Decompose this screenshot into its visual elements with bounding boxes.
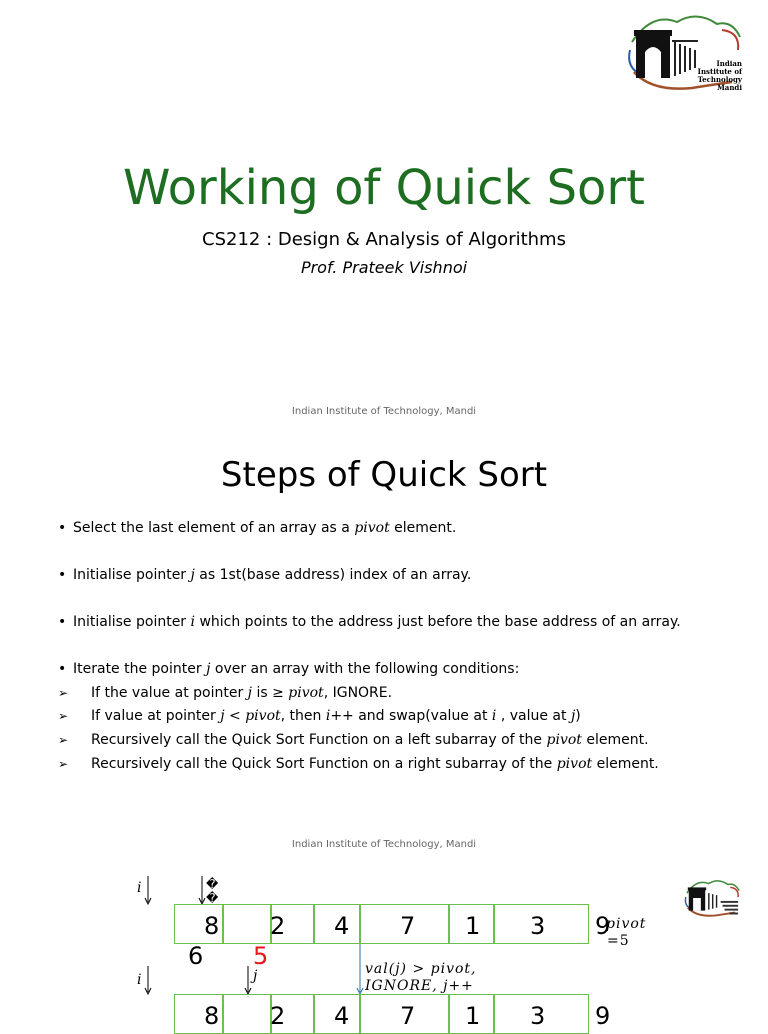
- array-value: 3: [530, 1002, 546, 1030]
- array-value: 8: [204, 1002, 220, 1030]
- array-value: 6: [188, 942, 204, 970]
- array-cell: [223, 994, 271, 1034]
- broken-glyph: �: [206, 891, 219, 905]
- author-name: Prof. Prateek Vishnoi: [300, 258, 468, 277]
- logo-text-line: Indian: [716, 59, 742, 68]
- array-value: 8: [204, 912, 220, 940]
- slide-footer: Indian Institute of Technology, Mandi: [291, 406, 477, 417]
- sub-bullet-item: ➢ Recursively call the Quick Sort Function on a left subarray of the pivot element.: [58, 732, 649, 748]
- logo-text-line: Technology: [697, 75, 742, 84]
- down-arrow-icon: [243, 966, 253, 996]
- array-value: 2: [270, 912, 286, 940]
- logo-text-line: Institute of: [697, 67, 742, 76]
- institute-logo-icon: [682, 878, 740, 920]
- logo-small: [682, 878, 740, 920]
- array-value: 4: [334, 1002, 350, 1030]
- sub-bullet-item: ➢ If the value at pointer j is ≥ pivot, IGNORE.: [58, 685, 393, 701]
- sub-bullet-item: ➢ If value at pointer j < pivot, then i++ and swap(value at i , value at j): [58, 708, 581, 724]
- array-value: 9: [595, 912, 611, 940]
- array-value: 1: [465, 912, 481, 940]
- slide-title: Working of Quick Sort: [123, 160, 645, 216]
- pointer-i-label: i: [137, 972, 142, 988]
- array-value: 7: [400, 912, 416, 940]
- steps-title: Steps of Quick Sort: [220, 455, 548, 495]
- array-value: 1: [465, 1002, 481, 1030]
- array-value: 9: [595, 1002, 611, 1030]
- course-subtitle: CS212 : Design & Analysis of Algorithms: [202, 229, 566, 250]
- array-value: 3: [530, 912, 546, 940]
- pointer-i-label: i: [137, 880, 142, 896]
- annotation-line: IGNORE, j++: [365, 978, 474, 994]
- pivot-label: pivot: [606, 916, 647, 932]
- logo: [622, 12, 742, 96]
- down-arrow-icon: [143, 876, 153, 906]
- bullet-item: • Initialise pointer i which points to the address just before the base address of an array.: [58, 614, 681, 630]
- pivot-value-highlight: 5: [253, 942, 269, 970]
- pivot-value-label: =5: [607, 933, 630, 949]
- array-cell: [223, 904, 271, 944]
- logo-text-line: Mandi: [717, 83, 742, 92]
- broken-glyph: �: [206, 877, 219, 891]
- annotation-line: val(j) > pivot,: [365, 961, 477, 977]
- bullet-item: • Iterate the pointer j over an array with the following conditions:: [58, 661, 520, 677]
- bullet-item: • Initialise pointer j as 1st(base address) index of an array.: [58, 567, 472, 583]
- array-value: 4: [334, 912, 350, 940]
- array-value: 7: [400, 1002, 416, 1030]
- blue-arrow-icon: [355, 944, 365, 996]
- sub-bullet-item: ➢ Recursively call the Quick Sort Function on a right subarray of the pivot element.: [58, 756, 659, 772]
- bullet-item: • Select the last element of an array as a pivot element.: [58, 520, 457, 536]
- pointer-j-label: j: [253, 968, 258, 984]
- down-arrow-icon: [143, 966, 153, 996]
- slide-footer: Indian Institute of Technology, Mandi: [291, 839, 477, 850]
- array-value: 2: [270, 1002, 286, 1030]
